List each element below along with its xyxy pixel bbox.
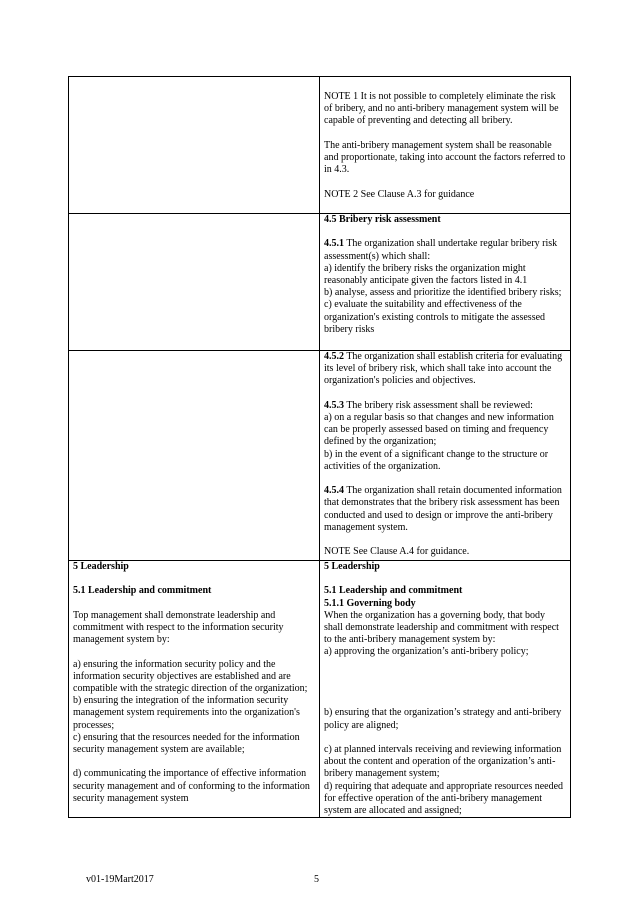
right-cell: [320, 351, 571, 561]
list-item-b: b) ensuring that the organization’s strategy and anti-bribery policy are aligned;: [324, 707, 562, 731]
list-item-a: a) approving the organization’s anti-bribery policy;: [324, 646, 529, 658]
section-heading-4-5: 4.5 Bribery risk assessment: [324, 214, 441, 225]
clause-4-5-4: 4.5.4 The organization shall retain documented information that demonstrates that the bribery risk assessment has been conducted and used to design or improve the anti-bribery management system.: [324, 485, 562, 533]
note-1: NOTE 1 It is not possible to completely eliminate the risk of bribery, and no anti-bribery management system will be capable of preventing and detecting all bribery.: [324, 91, 559, 127]
page-number: 5: [314, 874, 319, 885]
list-item-a: a) on a regular basis so that changes and new information can be properly assessed based on timing and frequency defined by the organization;: [324, 412, 554, 448]
governing-body-heading: 5.1.1 Governing body: [324, 597, 416, 609]
clause-4-5-3: 4.5.3 The bribery risk assessment shall be reviewed:: [324, 399, 533, 411]
list-item-b: b) analyse, assess and prioritize the identified bribery risks;: [324, 287, 562, 299]
leadership-subheading: 5.1 Leadership and commitment: [73, 585, 212, 597]
left-cell: [69, 214, 320, 351]
table-row: [69, 351, 571, 561]
right-cell: [320, 77, 571, 214]
left-cell: [69, 77, 320, 214]
table-row: [69, 561, 571, 818]
list-item-c: c) at planned intervals receiving and reviewing information about the content and operation of the organization’s anti- bribery management system;: [324, 743, 562, 780]
list-item-d: d) requiring that adequate and appropriate resources needed for effective operation of the anti-bribery management system are allocated and assigned;: [324, 780, 564, 816]
left-cell: [69, 561, 320, 818]
list-item-b: b) ensuring the integration of the information security management system requirements into the organization's processes;: [73, 695, 300, 731]
leadership-intro: Top management shall demonstrate leadership and commitment with respect to the information security management system by:: [73, 609, 284, 646]
right-cell: [320, 214, 571, 351]
leadership-heading: 5 Leadership: [324, 561, 380, 572]
table-row: [69, 214, 571, 351]
list-item-d: d) communicating the importance of effective information security management and of conforming to the information security management system: [73, 768, 310, 804]
left-cell: [69, 351, 320, 561]
list-item-c: c) evaluate the suitability and effectiveness of the organization's existing controls to mitigate the assessed bribery risks: [324, 299, 546, 335]
note-2: NOTE 2 See Clause A.3 for guidance: [324, 188, 475, 200]
table-row: [69, 77, 571, 214]
clause-4-5-2: 4.5.2 The organization shall establish criteria for evaluating its level of bribery risk, which shall take into account the organization's policies and objectives.: [324, 351, 563, 387]
list-item-a: a) ensuring the information security policy and the information security objectives are established and are compatible with the strategic direction of the organization;: [73, 658, 308, 694]
list-item-c: c) ensuring that the resources needed for the information security management system are available;: [73, 731, 300, 755]
note-guidance: NOTE See Clause A.4 for guidance.: [324, 546, 470, 558]
proportionate-text: The anti-bribery management system shall be reasonable and proportionate, taking into account the factors referred to in 4.3.: [324, 139, 566, 176]
right-cell: [320, 561, 571, 818]
leadership-heading: 5 Leadership: [73, 561, 129, 572]
clause-4-5-1: 4.5.1 The organization shall undertake regular bribery risk assessment(s) which shall:: [324, 238, 558, 262]
comparison-table: [68, 76, 571, 818]
governing-body-intro: When the organization has a governing body, that body shall demonstrate leadership and commitment with respect to the anti-bribery management system by:: [324, 609, 559, 646]
leadership-subheading: 5.1 Leadership and commitment: [324, 585, 463, 597]
list-item-a: a) identify the bribery risks the organization might reasonably anticipate given the factors listed in 4.1: [324, 262, 528, 286]
footer-version: v01-19Mart2017: [86, 874, 154, 885]
list-item-b: b) in the event of a significant change to the structure or activities of the organization.: [324, 448, 549, 472]
